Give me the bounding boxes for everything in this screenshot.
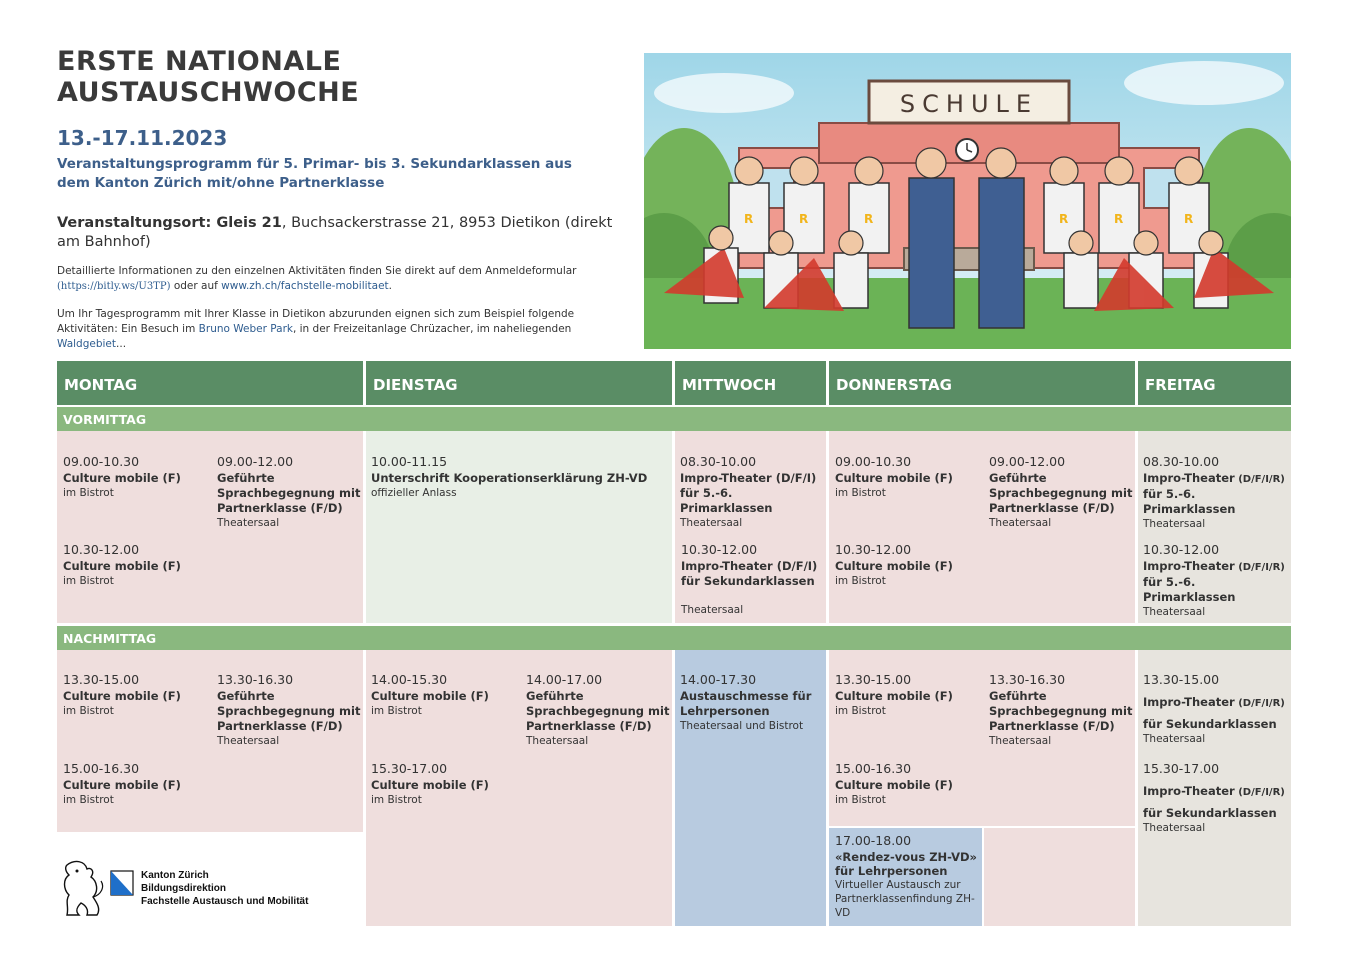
event-item[interactable]: 09.00-10.30 Culture mobile (F) im Bistrot <box>63 454 181 499</box>
registration-link[interactable]: (https://bitly.ws/U3TP) <box>57 281 171 292</box>
venue-address: , Buchsackerstrasse 21, 8953 Dietikon (direkt am Bahnhof) <box>57 215 613 250</box>
day-header-tuesday: DIENSTAG <box>366 361 672 405</box>
footer-line-3: Fachstelle Austausch und Mobilität <box>141 896 309 907</box>
day-header-friday: FREITAG <box>1138 361 1291 405</box>
event-item[interactable]: 14.00-17.00 Geführte Sprachbegegnung mit Partnerklasse (F/D) Theatersaal <box>526 672 670 747</box>
day-header-monday: MONTAG <box>57 361 363 405</box>
svg-text:R: R <box>864 212 874 226</box>
info-paragraph-1: Detaillierte Informationen zu den einzelnen Aktivitäten finden Sie direkt auf dem Anmeldeformular (https://bitly.ws/U3TP) oder auf www.zh.ch/fachstelle-mobilitaet. <box>57 265 577 292</box>
svg-text:R: R <box>744 212 754 226</box>
event-item[interactable]: 15.30-17.00 Impro-Theater (D/F/I/R) für Sekundarklassen Theatersaal <box>1143 761 1285 834</box>
page-title <box>57 46 617 108</box>
event-item[interactable]: 13.30-16.30 Geführte Sprachbegegnung mit Partnerklasse (F/D) Theatersaal <box>217 672 361 747</box>
day-header-thursday: DONNERSTAG <box>829 361 1135 405</box>
svg-text:R: R <box>799 212 809 226</box>
footer-line-1: Kanton Zürich <box>141 870 209 881</box>
event-item[interactable]: 09.00-10.30 Culture mobile (F) im Bistrot <box>835 454 953 499</box>
footer-line-2: Bildungsdirektion <box>141 883 226 894</box>
event-item[interactable]: 10.30-12.00 Impro-Theater (D/F/I/R) für 5.-6. Primarklassen Theatersaal <box>1143 542 1285 618</box>
venue <box>57 214 617 252</box>
event-item[interactable]: 13.30-15.00 Culture mobile (F) im Bistrot <box>63 672 181 717</box>
day-header-wednesday: MITTWOCH <box>675 361 826 405</box>
event-item[interactable]: 13.30-15.00 Culture mobile (F) im Bistrot <box>835 672 953 717</box>
event-item[interactable]: 15.00-16.30 Culture mobile (F) im Bistrot <box>63 761 181 806</box>
event-item[interactable]: 14.00-17.30 Austauschmesse für Lehrpersonen Theatersaal und Bistrot <box>680 672 812 732</box>
kanton-zuerich-logo <box>57 857 137 923</box>
school-sign: SCHULE <box>899 90 1039 118</box>
event-date: 13.-17.11.2023 <box>57 126 228 150</box>
event-item[interactable]: 10.00-11.15 Unterschrift Kooperationserklärung ZH-VD offizieller Anlass <box>371 454 648 499</box>
event-item[interactable]: 08.30-10.00 Impro-Theater (D/F/I/R) für 5.-6. Primarklassen Theatersaal <box>1143 454 1285 530</box>
lion-icon <box>57 857 137 919</box>
bruno-weber-park-link[interactable]: Bruno Weber Park <box>198 323 293 335</box>
event-item[interactable]: 10.30-12.00 Culture mobile (F) im Bistrot <box>835 542 953 587</box>
waldgebiet-link[interactable]: Waldgebiet <box>57 338 117 350</box>
school-illustration <box>644 53 1291 349</box>
svg-text:R: R <box>1059 212 1069 226</box>
footer-organisation <box>141 869 308 908</box>
event-item[interactable]: 13.30-15.00 Impro-Theater (D/F/I/R) für Sekundarklassen Theatersaal <box>1143 672 1285 745</box>
venue-label: Veranstaltungsort: Gleis 21 <box>57 215 282 231</box>
event-item[interactable]: 15.30-17.00 Culture mobile (F) im Bistrot <box>371 761 489 806</box>
event-item[interactable]: 10.30-12.00 Impro-Theater (D/F/I) für Sekundarklassen Theatersaal <box>681 542 818 616</box>
subtitle: Veranstaltungsprogramm für 5. Primar- bis 3. Sekundarklassen aus dem Kanton Zürich mit/ohne Partnerklasse <box>57 156 572 191</box>
school-scene-image <box>644 53 1291 349</box>
svg-text:R: R <box>1114 212 1124 226</box>
title-line-2: AUSTAUSCHWOCHE <box>57 77 360 108</box>
event-item[interactable]: 15.00-16.30 Culture mobile (F) im Bistrot <box>835 761 953 806</box>
event-item[interactable]: 17.00-18.00 «Rendez-vous ZH-VD» für Lehrpersonen Virtueller Austausch zur Partnerklassenfindung ZH-VD <box>835 833 977 919</box>
event-item[interactable]: 13.30-16.30 Geführte Sprachbegegnung mit Partnerklasse (F/D) Theatersaal <box>989 672 1133 747</box>
event-item[interactable]: 08.30-10.00 Impro-Theater (D/F/I) für 5.-6. Primarklassen Theatersaal <box>680 454 817 529</box>
band-nachmittag: NACHMITTAG <box>57 626 1291 650</box>
info-paragraph-2: Um Ihr Tagesprogramm mit Ihrer Klasse in Dietikon abzurunden eignen sich zum Beispiel folgende Aktivitäten: Ein Besuch im Bruno Weber Park, in der Freizeitanlage Chrüzacher, im naheliegenden Waldgebiet... <box>57 308 575 350</box>
event-item[interactable]: 10.30-12.00 Culture mobile (F) im Bistrot <box>63 542 181 587</box>
event-item[interactable]: 09.00-12.00 Geführte Sprachbegegnung mit Partnerklasse (F/D) Theatersaal <box>989 454 1133 529</box>
event-item[interactable]: 14.00-15.30 Culture mobile (F) im Bistrot <box>371 672 489 717</box>
svg-text:R: R <box>1184 212 1194 226</box>
website-link[interactable]: www.zh.ch/fachstelle-mobilitaet <box>221 280 389 292</box>
title-line-1: ERSTE NATIONALE <box>57 46 342 77</box>
band-vormittag: VORMITTAG <box>57 407 1291 431</box>
event-item[interactable]: 09.00-12.00 Geführte Sprachbegegnung mit Partnerklasse (F/D) Theatersaal <box>217 454 361 529</box>
thursday-evening-filler <box>984 828 1135 926</box>
